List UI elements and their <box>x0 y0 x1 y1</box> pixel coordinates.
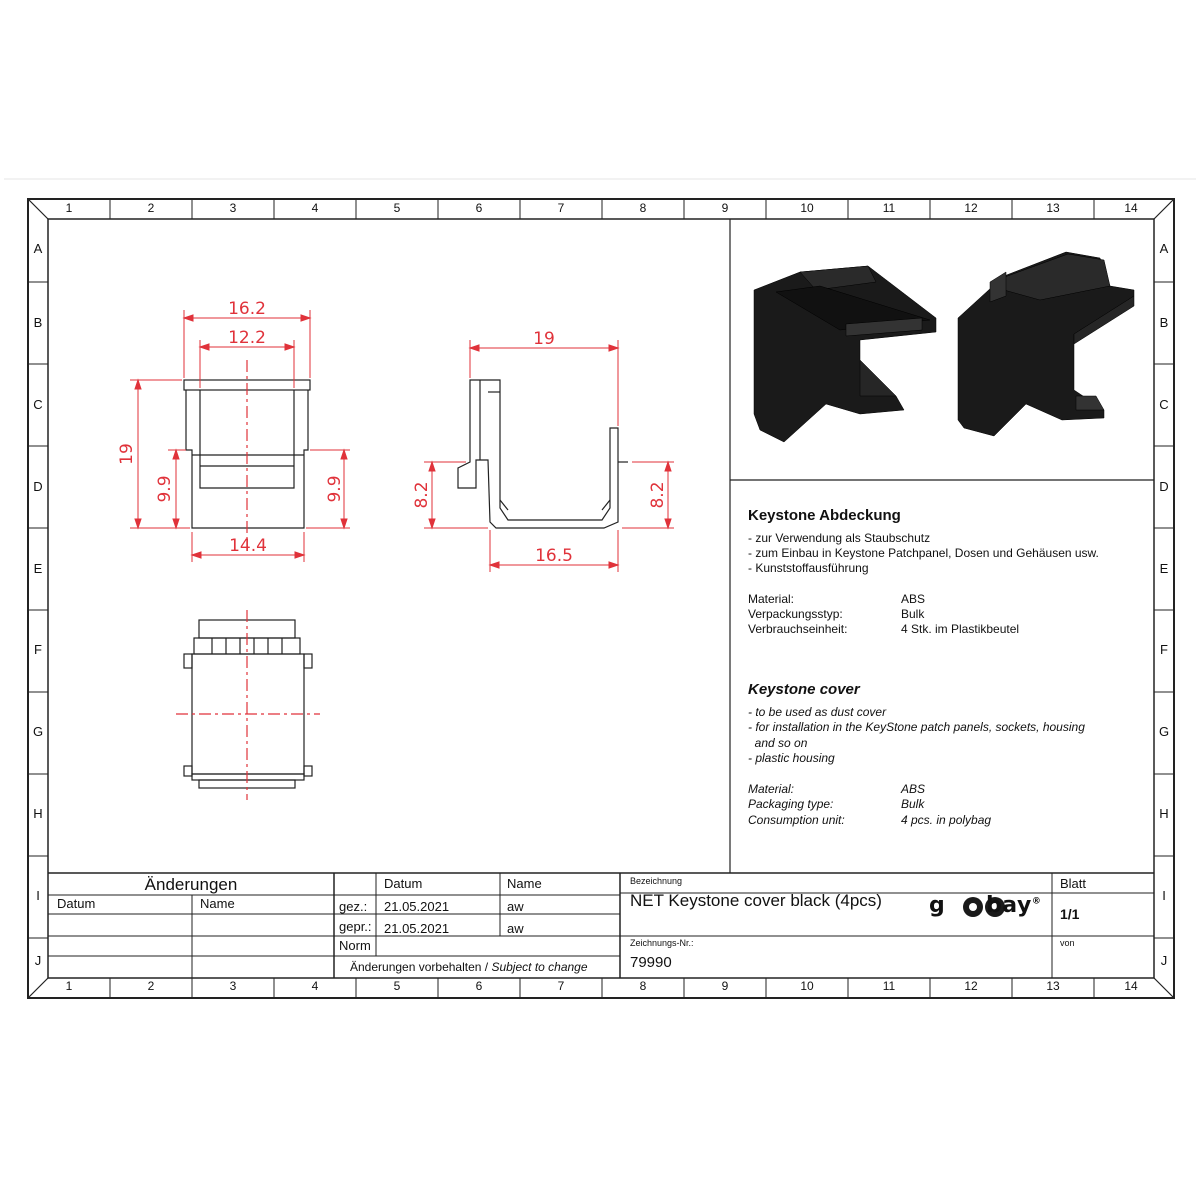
spec-label-de: Verbrauchseinheit: <box>748 622 848 636</box>
dim-front-inner-width: 12.2 <box>228 328 266 348</box>
logo-registered: ® <box>1031 896 1042 907</box>
dim-side-width: 19 <box>533 329 555 349</box>
spec-value-en: 4 pcs. in polybag <box>901 813 992 827</box>
spec-value-de: 4 Stk. im Plastikbeutel <box>901 622 1020 636</box>
col-label: 9 <box>721 979 729 993</box>
row-label: C <box>1159 397 1169 412</box>
col-label: 2 <box>147 201 155 215</box>
col-label: 2 <box>147 979 155 993</box>
col-label: 8 <box>639 979 647 993</box>
subject-to-change <box>350 960 588 974</box>
dim-front-bottom-width: 14.4 <box>229 536 267 556</box>
gepr-date: 21.05.2021 <box>384 921 450 936</box>
col-label: 11 <box>882 201 896 215</box>
col-label: 11 <box>882 979 896 993</box>
spec-value-en: ABS <box>901 782 926 796</box>
sheet-number: 1/1 <box>1060 906 1080 922</box>
col-label: 12 <box>964 979 978 993</box>
row-label: G <box>1158 724 1170 739</box>
row-label: C <box>33 397 43 412</box>
datum-column-header: Datum <box>384 876 423 891</box>
spec-label-en: Consumption unit: <box>748 813 845 827</box>
col-label: 4 <box>311 979 319 993</box>
col-label: 9 <box>721 201 729 215</box>
row-label: I <box>36 888 40 903</box>
col-label: 4 <box>311 201 319 215</box>
row-label: B <box>33 315 43 330</box>
col-label: 5 <box>393 201 401 215</box>
description-en-bullet: - plastic housing <box>748 751 835 765</box>
product-image-left <box>754 266 936 442</box>
col-label: 12 <box>964 201 978 215</box>
row-label: H <box>1159 806 1169 821</box>
bezeichnung-label: Bezeichnung <box>630 876 683 886</box>
dimension-lines <box>130 310 674 572</box>
row-label: F <box>1160 642 1168 657</box>
col-label: 14 <box>1124 201 1138 215</box>
row-label: I <box>1162 888 1166 903</box>
row-label: H <box>33 806 43 821</box>
norm-label: Norm <box>339 938 371 953</box>
col-label: 3 <box>229 979 237 993</box>
dim-front-right-lower: 9.9 <box>325 475 345 503</box>
von-label: von <box>1060 938 1075 948</box>
row-label: J <box>1160 953 1168 968</box>
dim-side-right-height: 8.2 <box>648 481 668 509</box>
spec-value-de: ABS <box>901 592 926 606</box>
subject-to-change-en: Subject to change <box>491 960 588 974</box>
dim-front-left-lower: 9.9 <box>155 475 175 503</box>
description-de-bullet: - Kunststoffausführung <box>748 561 869 575</box>
col-label: 6 <box>475 979 483 993</box>
dim-front-top-width: 16.2 <box>228 299 266 319</box>
row-label: A <box>1159 241 1169 256</box>
dim-front-height: 19 <box>117 443 137 465</box>
name-column-header: Name <box>507 876 542 891</box>
col-label: 10 <box>800 979 814 993</box>
col-label: 5 <box>393 979 401 993</box>
changes-name-label: Name <box>200 896 235 911</box>
description-en-bullet: - for installation in the KeyStone patch panels, sockets, housing <box>748 720 1085 734</box>
spec-value-de: Bulk <box>901 607 925 621</box>
row-label: D <box>33 479 43 494</box>
gez-date: 21.05.2021 <box>384 899 450 914</box>
col-label: 10 <box>800 201 814 215</box>
description-de-bullet: - zum Einbau in Keystone Patchpanel, Dosen und Gehäusen usw. <box>748 546 1099 560</box>
side-view <box>458 380 628 528</box>
col-label: 6 <box>475 201 483 215</box>
col-label: 13 <box>1046 979 1060 993</box>
gepr-label: gepr.: <box>339 919 372 934</box>
description-en-bullet: - to be used as dust cover <box>748 705 887 719</box>
blatt-label: Blatt <box>1060 876 1087 891</box>
description-en-title: Keystone cover <box>748 681 860 698</box>
col-label: 7 <box>557 979 565 993</box>
spec-value-en: Bulk <box>901 797 925 811</box>
row-label: B <box>1159 315 1169 330</box>
row-label: E <box>33 561 43 576</box>
col-label: 3 <box>229 201 237 215</box>
spec-label-en: Material: <box>748 782 795 796</box>
row-label: E <box>1159 561 1169 576</box>
drawing-number: 79990 <box>630 954 672 971</box>
dim-side-left-height: 8.2 <box>412 481 432 509</box>
row-label: J <box>34 953 42 968</box>
changes-datum-label: Datum <box>57 896 96 911</box>
zeichnungs-label: Zeichnungs-Nr.: <box>630 938 694 948</box>
row-label: D <box>1159 479 1169 494</box>
gepr-name: aw <box>507 921 524 936</box>
col-label: 1 <box>65 201 73 215</box>
bottom-view <box>184 620 312 788</box>
col-label: 14 <box>1124 979 1138 993</box>
row-label: F <box>34 642 42 657</box>
dim-side-bottom-width: 16.5 <box>535 546 573 566</box>
description-en-bullet: and so on <box>748 736 808 750</box>
spec-label-de: Material: <box>748 592 795 606</box>
col-label: 1 <box>65 979 73 993</box>
gez-label: gez.: <box>339 899 368 914</box>
col-label: 7 <box>557 201 565 215</box>
spec-label-de: Verpackungsstyp: <box>748 607 843 621</box>
goobay-logo-visual: g bay® <box>929 893 1042 918</box>
product-designation: NET Keystone cover black (4pcs) <box>630 891 882 910</box>
changes-heading: Änderungen <box>144 875 238 894</box>
description-de-title: Keystone Abdeckung <box>748 507 901 524</box>
row-label: G <box>32 724 44 739</box>
description-de-bullet: - zur Verwendung als Staubschutz <box>748 531 931 545</box>
col-label: 13 <box>1046 201 1060 215</box>
gez-name: aw <box>507 899 524 914</box>
col-label: 8 <box>639 201 647 215</box>
spec-label-en: Packaging type: <box>748 797 834 811</box>
row-label: A <box>33 241 43 256</box>
subject-to-change-de: Änderungen vorbehalten / <box>350 960 492 974</box>
product-image-right <box>958 252 1134 436</box>
